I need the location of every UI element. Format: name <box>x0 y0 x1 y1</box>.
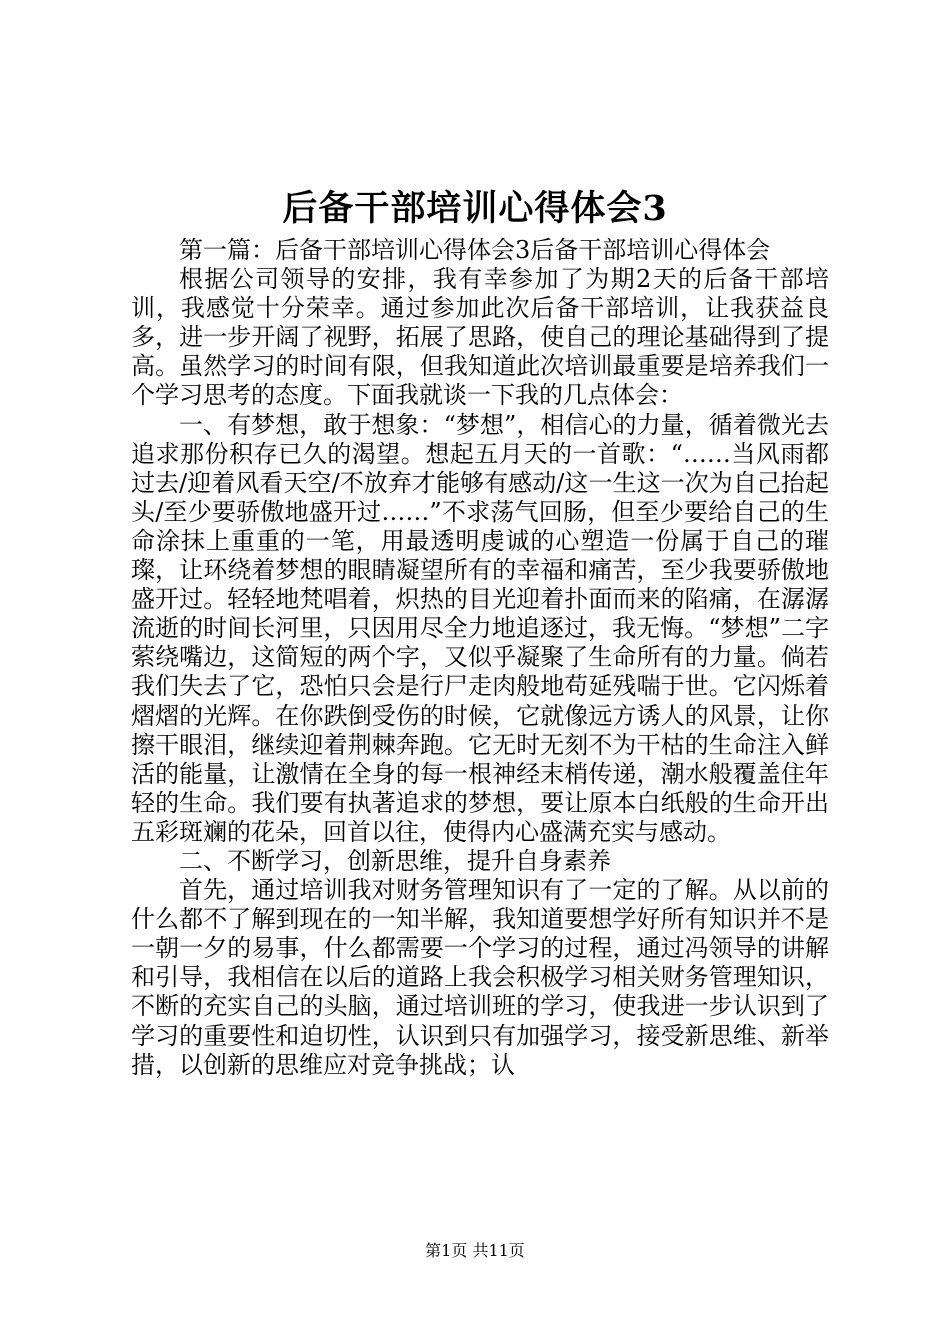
paragraph: 根据公司领导的安排，我有幸参加了为期2天的后备干部培训，我感觉十分荣幸。通过参加此次后备干部培训，让我获益良多，进一步开阔了视野，拓展了思路，使自己的理论基础得到了提高。虽然学习的时间有限，但我知道此次培训最重要是培养我们一个学习思考的态度。下面我就谈一下我的几点体会： <box>131 265 829 410</box>
document-title: 后备干部培训心得体会3 <box>282 188 668 229</box>
paragraph: 一、有梦想，敢于想象：“梦想”，相信心的力量，循着微光去追求那份积存已久的渴望。想起五月天的一首歌：“……当风雨都过去/迎着风看天空/不放弃才能够有感动/这一生这一次为自己抬起头/至少要骄傲地盛开过……”不求荡气回肠，但至少要给自己的生命涂抹上重重的一笔，用最透明虔诚的心塑造一份属于自己的璀璨，让环绕着梦想的眼睛凝望所有的幸福和痛苦，至少我要骄傲地盛开过。轻轻地梵唱着，炽热的目光迎着扑面而来的陷痛，在潺潺流逝的时间长河里，只因用尽全力地追逐过，我无悔。“梦想”二字萦绕嘴边，这简短的两个字，又似乎凝聚了生命所有的力量。倘若我们失去了它，恐怕只会是行尸走肉般地苟延残喘于世。它闪烁着熠熠的光辉。在你跌倒受伤的时候，它就像远方诱人的风景，让你擦干眼泪，继续迎着荆棘奔跑。它无时无刻不为干枯的生命注入鲜活的能量，让激情在全身的每一根神经末梢传递，潮水般覆盖住年轻的生命。我们要有执著追求的梦想，要让原本白纸般的生命开出五彩斑斓的花朵，回首以往，使得内心盛满充实与感动。 <box>131 410 829 846</box>
document-body <box>131 236 829 1080</box>
paragraph: 第一篇：后备干部培训心得体会3后备干部培训心得体会 <box>179 236 771 264</box>
page-footer: 第1页 共11页 <box>425 1241 525 1260</box>
paragraph: 首先，通过培训我对财务管理知识有了一定的了解。从以前的什么都不了解到现在的一知半解，我知道要想学好所有知识并不是一朝一夕的易事，什么都需要一个学习的过程，通过冯领导的讲解和引导，我相信在以后的道路上我会积极学习相关财务管理知识，不断的充实自己的头脑，通过培训班的学习，使我进一步认识到了学习的重要性和迫切性，认识到只有加强学习，接受新思维、新举措，以创新的思维应对竞争挑战；认 <box>131 876 829 1079</box>
paragraph: 二、不断学习，创新思维，提升自身素养 <box>179 846 611 875</box>
